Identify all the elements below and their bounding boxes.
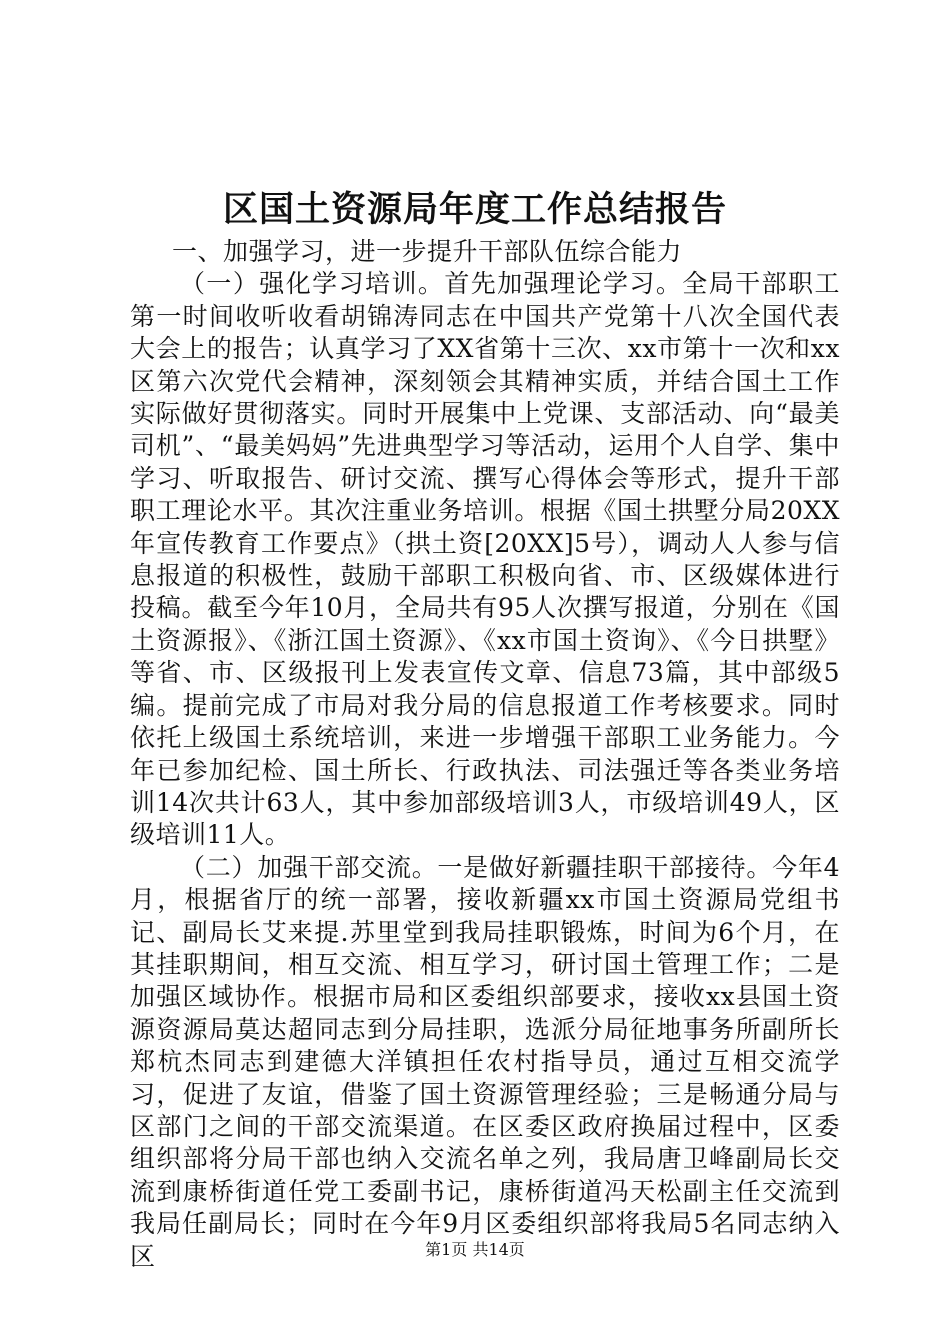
document-title: 区国土资源局年度工作总结报告 [222,189,727,230]
paragraph-cadre-exchange: （二）加强干部交流。一是做好新疆挂职干部接待。今年4月，根据省厅的统一部署，接收新疆xx市国土资源局党组书记、副局长艾来提.苏里堂到我局挂职锻炼，时间为6个月，在其挂职期间，相互交流、相互学习，研讨国土管理工作；二是加强区域协作。根据市局和区委组织部要求，接收xx县国土资源资源局莫达超同志到分局挂职，选派分局征地事务所副所长郑杭杰同志到建德大洋镇担任农村指导员，通过互相交流学习，促进了友谊，借鉴了国土资源管理经验；三是畅通分局与区部门之间的干部交流渠道。在区委区政府换届过程中，区委组织部将分局干部也纳入交流名单之列，我局唐卫峰副局长交流到康桥街道任党工委副书记，康桥街道冯天松副主任交流到我局任副局长；同时在今年9月区委组织部将我局5名同志纳入区 [130,852,840,1271]
document-body [130,236,840,1273]
section-heading: 一、加强学习，进一步提升干部队伍综合能力 [172,237,683,266]
page-number-footer: 第1页 共14页 [425,1240,525,1259]
paragraph-study-training: （一）强化学习培训。首先加强理论学习。全局干部职工第一时间收听收看胡锦涛同志在中国共产党第十八次全国代表大会上的报告；认真学习了XX省第十三次、xx市第十一次和xx区第六次党代会精神，深刻领会其精神实质，并结合国土工作实际做好贯彻落实。同时开展集中上党课、支部活动、向“最美司机”、“最美妈妈”先进典型学习等活动，运用个人自学、集中学习、听取报告、研讨交流、撰写心得体会等形式，提升干部职工理论水平。其次注重业务培训。根据《国土拱墅分局20XX年宣传教育工作要点》（拱土资[20XX]5号），调动人人参与信息报道的积极性，鼓励干部职工积极向省、市、区级媒体进行投稿。截至今年10月，全局共有95人次撰写报道，分别在《国土资源报》、《浙江国土资源》、《xx市国土资询》、《今日拱墅》等省、市、区级报刊上发表宣传文章、信息73篇，其中部级5编。提前完成了市局对我分局的信息报道工作考核要求。同时依托上级国土系统培训，来进一步增强干部职工业务能力。今年已参加纪检、国土所长、行政执法、司法强迁等各类业务培训14次共计63人，其中参加部级培训3人，市级培训49人，区级培训11人。 [130,269,840,850]
